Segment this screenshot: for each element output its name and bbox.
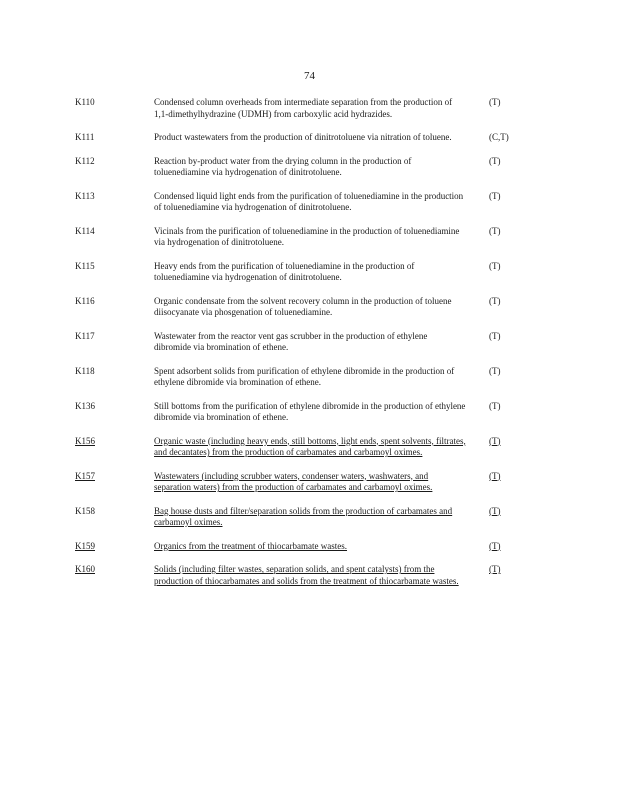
waste-description: Heavy ends from the purification of toluenediamine in the production of toluenediamine via hydrogenation of dinitrotoluene. bbox=[154, 260, 415, 282]
hazard-code: (T) bbox=[489, 330, 501, 341]
hazard-code: (T) bbox=[489, 225, 501, 236]
page-number: 74 bbox=[304, 70, 315, 82]
waste-code: K156 bbox=[75, 435, 95, 446]
hazard-code: (T) bbox=[489, 564, 501, 574]
hazard-code: (T) bbox=[489, 540, 501, 551]
waste-code: K110 bbox=[75, 97, 95, 107]
waste-description: Reaction by-product water from the drying column in the production of toluenediamine via hydrogenation of dinitrotoluene. bbox=[154, 155, 412, 177]
list-item bbox=[0, 132, 619, 144]
list-item bbox=[0, 366, 619, 389]
waste-code: K118 bbox=[75, 365, 95, 376]
waste-code: K157 bbox=[75, 470, 95, 481]
waste-description: Wastewaters (including scrubber waters, condenser waters, washwaters, and separation waters) from the production of carbamates and carbamoyl oximes. bbox=[154, 470, 433, 492]
waste-description: Organics from the treatment of thiocarbamate wastes. bbox=[154, 540, 348, 551]
waste-code: K114 bbox=[75, 225, 95, 236]
list-item bbox=[0, 471, 619, 494]
waste-code: K111 bbox=[75, 132, 95, 142]
hazard-code: (T) bbox=[489, 505, 501, 516]
waste-description: Condensed liquid light ends from the purification of toluenediamine in the production of toluenediamine via hydrogenation of dinitrotoluene. bbox=[154, 190, 464, 212]
waste-code-list bbox=[0, 97, 619, 599]
list-item bbox=[0, 191, 619, 214]
list-item bbox=[0, 331, 619, 354]
hazard-code: (T) bbox=[489, 260, 501, 271]
list-item bbox=[0, 506, 619, 529]
list-item bbox=[0, 156, 619, 179]
waste-description: Spent adsorbent solids from purification of ethylene dibromide in the production of ethylene dibromide via bromination of ethene. bbox=[154, 365, 455, 387]
list-item bbox=[0, 226, 619, 249]
waste-code: K158 bbox=[75, 505, 95, 516]
waste-description: Organic waste (including heavy ends, still bottoms, light ends, spent solvents, filtrates, and decantates) from the production of carbamates and carbamoyl oximes. bbox=[154, 435, 466, 457]
waste-description: Still bottoms from the purification of ethylene dibromide in the production of ethylene dibromide via bromination of ethene. bbox=[154, 400, 466, 422]
hazard-code: (T) bbox=[489, 190, 501, 201]
waste-code: K117 bbox=[75, 330, 95, 341]
hazard-code: (T) bbox=[489, 295, 501, 306]
hazard-code: (T) bbox=[489, 470, 501, 481]
waste-description: Product wastewaters from the production of dinitrotoluene via nitration of toluene. bbox=[154, 132, 452, 142]
waste-code: K136 bbox=[75, 400, 95, 411]
list-item bbox=[0, 296, 619, 319]
waste-description: Condensed column overheads from intermediate separation from the production of 1,1-dimethylhydrazine (UDMH) from carboxylic acid hydrazides. bbox=[154, 97, 453, 119]
waste-description: Bag house dusts and filter/separation solids from the production of carbamates and carbamoyl oximes. bbox=[154, 505, 453, 527]
waste-code: K160 bbox=[75, 564, 95, 574]
waste-code: K113 bbox=[75, 190, 95, 201]
waste-description: Wastewater from the reactor vent gas scrubber in the production of ethylene dibromide via bromination of ethene. bbox=[154, 330, 428, 352]
list-item bbox=[0, 401, 619, 424]
list-item bbox=[0, 541, 619, 553]
waste-description: Vicinals from the purification of toluenediamine in the production of toluenediamine via hydrogenation of dinitrotoluene. bbox=[154, 225, 460, 247]
hazard-code: (T) bbox=[489, 155, 501, 166]
waste-description: Solids (including filter wastes, separation solids, and spent catalysts) from the production of thiocarbamates and solids from the treatment of thiocarbamate wastes. bbox=[154, 564, 459, 586]
list-item bbox=[0, 261, 619, 284]
waste-code: K159 bbox=[75, 540, 95, 551]
list-item bbox=[0, 564, 619, 587]
hazard-code: (T) bbox=[489, 435, 501, 446]
waste-code: K116 bbox=[75, 295, 95, 306]
waste-code: K112 bbox=[75, 155, 95, 166]
waste-description: Organic condensate from the solvent recovery column in the production of toluene diisocyanate via phosgenation of toluenediamine. bbox=[154, 295, 452, 317]
hazard-code: (T) bbox=[489, 97, 501, 107]
hazard-code: (T) bbox=[489, 365, 501, 376]
list-item bbox=[0, 436, 619, 459]
waste-code: K115 bbox=[75, 260, 95, 271]
hazard-code: (T) bbox=[489, 400, 501, 411]
hazard-code: (C,T) bbox=[489, 132, 509, 142]
list-item bbox=[0, 97, 619, 120]
